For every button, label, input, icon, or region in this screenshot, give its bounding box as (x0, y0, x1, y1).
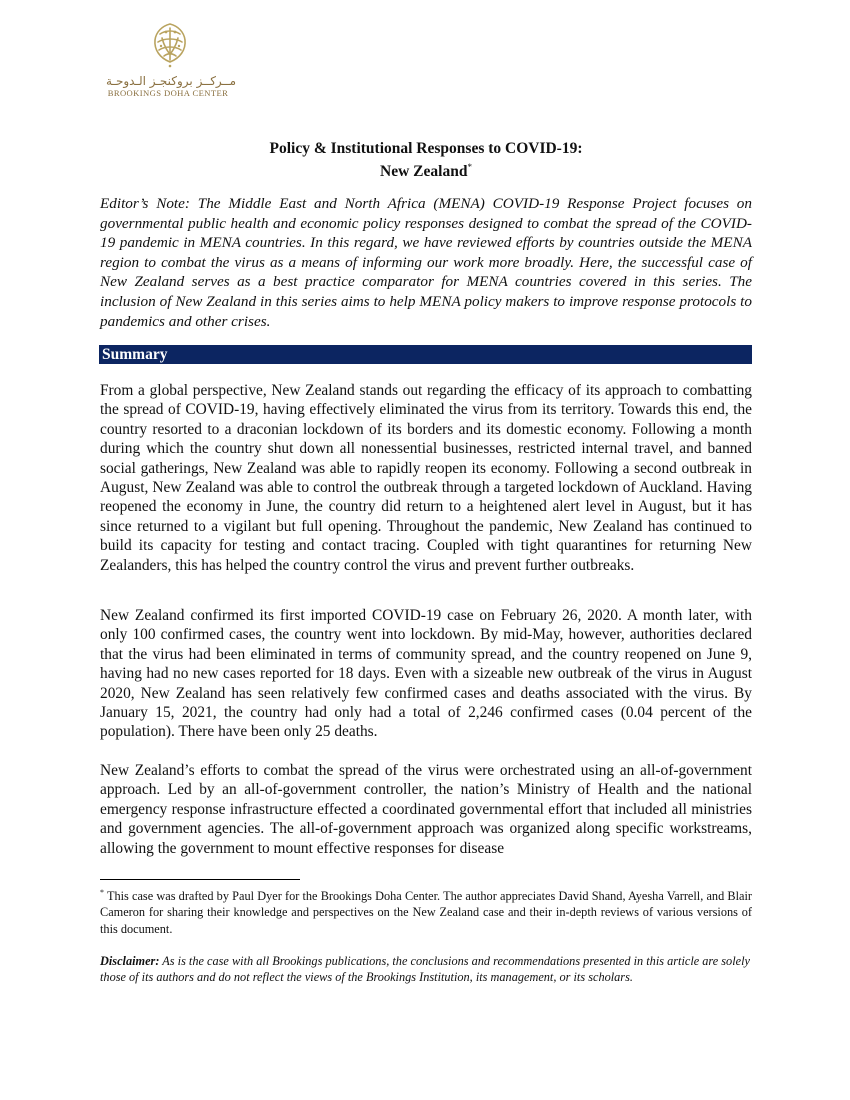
title-footnote-marker: * (467, 162, 472, 172)
footnote (100, 885, 752, 937)
title-line-1: Policy & Institutional Responses to COVID-19: (269, 140, 583, 157)
calligraphy-emblem-icon (142, 20, 198, 70)
summary-paragraph-3: New Zealand’s efforts to combat the spread of the virus were orchestrated using an all-of-government approach. Led by an all-of-government controller, the nation’s Ministry of Health and the national emergency response infrastructure effected a coordinated governmental effort that included all ministries and government agencies. The all-of-government approach was organized along specific workstreams, allowing the government to mount effective responses for disease (100, 762, 752, 857)
logo-english-text: BROOKINGS DOHA CENTER (107, 88, 229, 98)
summary-paragraph-1: From a global perspective, New Zealand stands out regarding the efficacy of its approach to combatting the spread of COVID-19, having effectively eliminated the virus from its territory. Towards this end, the country resorted to a draconian lockdown of its borders and its domestic economy. Following a month during which the country shut down all nonessential businesses, restricted internal travel, and banned social gatherings, New Zealand was able to rapidly reopen its economy. Following a second outbreak in August, New Zealand was able to control the outbreak through a targeted lockdown of Auckland. Having reopened the economy in June, the country did return to a heightened alert level in August, but it has since returned to a vigilant but full opening. Throughout the pandemic, New Zealand has continued to build its capacity for testing and contact tracing. Coupled with tight quarantines for returning New Zealanders, this has helped the country control the virus and prevent further outbreaks. (100, 382, 752, 574)
logo-arabic-text: مــركــز بروكنجـز الـدوحـة (106, 74, 237, 88)
disclaimer-text: As is the case with all Brookings publications, the conclusions and recommendations presented in this article are solely those of its authors and do not reflect the views of the Brookings Institution, its management, or its scholars. (100, 954, 750, 985)
summary-heading: Summary (99, 345, 752, 364)
disclaimer-label: Disclaimer: (100, 954, 160, 968)
title-country: New Zealand (380, 163, 468, 181)
title-line-2 (100, 158, 752, 181)
disclaimer (100, 953, 752, 985)
editors-note: Editor’s Note: The Middle East and North Africa (MENA) COVID-19 Response Project focuses on governmental public health and economic policy responses designed to combat the spread of the COVID-19 pandemic in MENA countries. In this regard, we have reviewed efforts by countries outside the MENA region to combat the virus as a means of informing our work more broadly. Here, the successful case of New Zealand serves as a best practice comparator for MENA countries covered in this series. The inclusion of New Zealand in this series aims to help MENA policy makers to improve response protocols to pandemics and other crises. (100, 195, 752, 330)
footnote-divider (100, 879, 300, 880)
footnote-marker: * (100, 888, 104, 897)
document-title (100, 139, 752, 181)
summary-paragraph-2: New Zealand confirmed its first imported COVID-19 case on February 26, 2020. A month later, with only 100 confirmed cases, the country went into lockdown. By mid-May, however, authorities declared that the virus had been eliminated in terms of community spread, and the country reopened on June 9, having had no new cases reported for 18 days. Even with a sizeable new outbreak of the virus in August 2020, New Zealand has seen relatively few confirmed cases and deaths associated with the virus. By January 15, 2021, the country had only had a total of 2,246 confirmed cases (0.04 percent of the population). There have been only 25 deaths. (100, 607, 752, 741)
footnote-text: This case was drafted by Paul Dyer for the Brookings Doha Center. The author appreciates David Shand, Ayesha Varrell, and Blair Cameron for sharing their knowledge and perspectives on the New Zealand case and their in-depth reviews of various versions of this document. (100, 889, 752, 936)
